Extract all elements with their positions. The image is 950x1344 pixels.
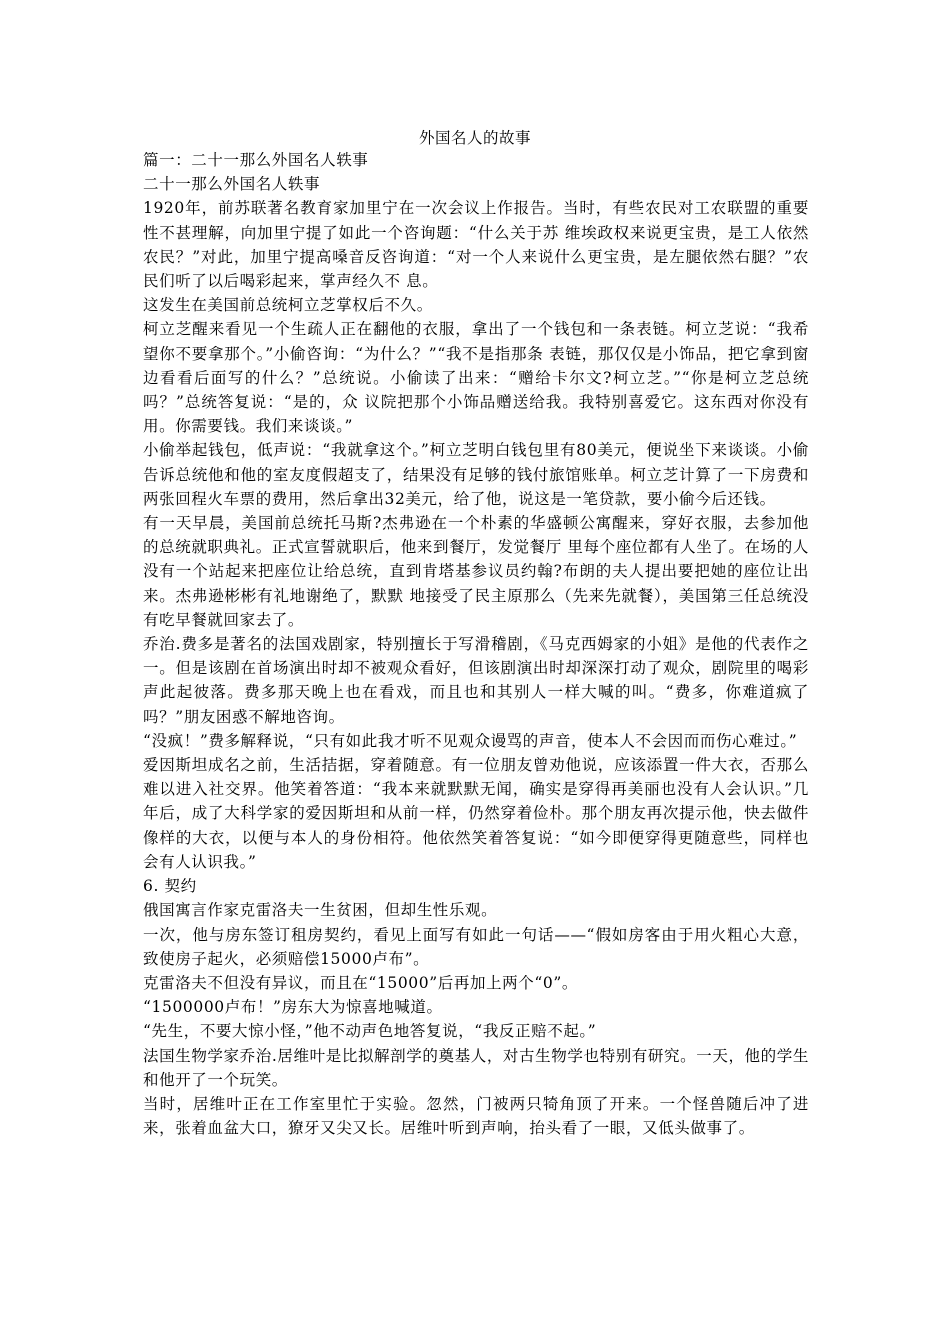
paragraph: 有一天早晨，美国前总统托马斯?杰弗逊在一个朴素的华盛顿公寓醒来，穿好衣服，去参加他的总统就职典礼。正式宣誓就职后，他来到餐厅，发觉餐厅 里每个座位都有人坐了。在场的人没有一个站起来把座位让给总统，直到肯塔基参议员约翰?布朗的夫人提出要把她的座位让出来。杰弗逊彬彬有礼地谢绝了，默默 地接受了民主原那么（先来先就餐），美国第三任总统没有吃早餐就回家去了。 xyxy=(143,514,809,629)
paragraph: “没疯！”费多解释说，“只有如此我才听不见观众谩骂的声音，使本人不会因而而伤心难过。” xyxy=(143,731,798,750)
paragraph: 二十一那么外国名人轶事 xyxy=(143,175,321,194)
paragraph: 一次，他与房东签订租房契约，看见上面写有如此一句话——“假如房客由于用火粗心大意，致使房子起火，必须赔偿15000卢布”。 xyxy=(143,925,809,968)
paragraph: “1500000卢布！”房东大为惊喜地喊道。 xyxy=(143,998,443,1017)
paragraph: 克雷洛夫不但没有异议，而且在“15000”后再加上两个“0”。 xyxy=(143,973,578,992)
paragraph: 法国生物学家乔治.居维叶是比拟解剖学的奠基人，对古生物学也特别有研究。一天，他的学生和他开了一个玩笑。 xyxy=(143,1046,809,1089)
paragraph: 1920年，前苏联著名教育家加里宁在一次会议上作报告。当时，有些农民对工农联盟的重要性不甚理解，向加里宁提了如此一个咨询题：“什么关于苏 维埃政权来说更宝贵，是工人依然农民？”对此，加里宁提高嗓音反咨询道：“对一个人来说什么更宝贵，是左腿依然右腿？”农民们听了以后喝彩起来，掌声经久不 息。 xyxy=(143,199,809,291)
paragraph: 俄国寓言作家克雷洛夫一生贫困，但却生性乐观。 xyxy=(143,901,498,920)
paragraph: 篇一：二十一那么外国名人轶事 xyxy=(143,151,369,169)
section-heading: 6. 契约 xyxy=(143,877,197,896)
paragraph: 当时，居维叶正在工作室里忙于实验。忽然，门被两只犄角顶了开来。一个怪兽随后冲了进来，张着血盆大口，獠牙又尖又长。居维叶听到声响，抬头看了一眼，又低头做事了。 xyxy=(143,1094,809,1138)
paragraph: 小偷举起钱包，低声说：“我就拿这个。”柯立芝明白钱包里有80美元，便说坐下来谈谈。小偷告诉总统他和他的室友度假超支了，结果没有足够的钱付旅馆账单。柯立芝计算了一下房费和两张回程火车票的费用，然后拿出32美元，给了他，说这是一笔贷款，要小偷今后还钱。 xyxy=(143,441,809,508)
document-body xyxy=(143,148,809,1140)
paragraph: 柯立芝醒来看见一个生疏人正在翻他的衣服，拿出了一个钱包和一条表链。柯立芝说：“我希望你不要拿那个。”小偷咨询：“为什么？”“我不是指那条 表链，那仅仅是小饰品，把它拿到窗边看看后面写的什么？”总统说。小偷读了出来：“赠给卡尔文?柯立芝。”“你是柯立芝总统吗？”总统答复说：“是的，众 议院把那个小饰品赠送给我。我特别喜爱它。这东西对你没有用。你需要钱。我们来谈谈。” xyxy=(143,320,809,436)
document-title: 外国名人的故事 xyxy=(418,129,531,147)
paragraph: “先生，不要大惊小怪，”他不动声色地答复说，“我反正赔不起。” xyxy=(143,1022,597,1041)
paragraph: 乔治.费多是著名的法国戏剧家，特别擅长于写滑稽剧，《马克西姆家的小姐》是他的代表作之一。但是该剧在首场演出时却不被观众看好，但该剧演出时却深深打动了观众，剧院里的喝彩声此起彼落。费多那天晚上也在看戏，而且也和其别人一样大喊的叫。“费多，你难道疯了吗？”朋友困惑不解地咨询。 xyxy=(143,635,809,726)
paragraph: 这发生在美国前总统柯立芝掌权后不久。 xyxy=(143,296,433,315)
paragraph: 爱因斯坦成名之前，生活拮据，穿着随意。有一位朋友曾劝他说，应该添置一件大衣，否那么难以进入社交界。他笑着答道：“我本来就默默无闻，确实是穿得再美丽也没有人会认识。”几年后，成了大科学家的爱因斯坦和从前一样，仍然穿着俭朴。那个朋友再次提示他，快去做件像样的大衣，以便与本人的身份相符。他依然笑着答复说：“如今即便穿得更随意些，同样也会有人认识我。” xyxy=(143,756,809,871)
